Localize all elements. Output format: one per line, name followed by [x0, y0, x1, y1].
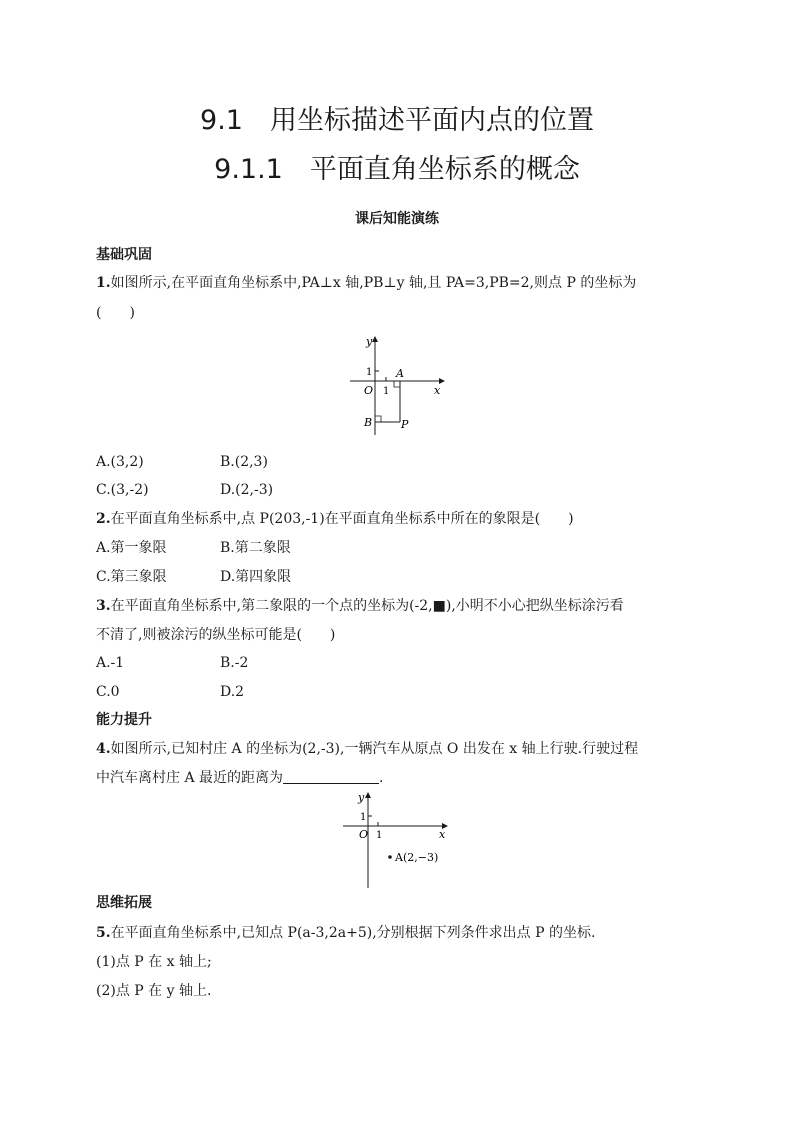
q1-right-angle-a [394, 381, 400, 387]
question-5-line-1: 在平面直角坐标系中,已知点 P(a-3,2a+5),分别根据下列条件求出点 P 的坐标. [110, 925, 596, 941]
question-5-text [96, 923, 706, 943]
q4-y-arrow [365, 792, 371, 798]
q3-option-b: B.-2 [220, 655, 249, 671]
answer-blank [283, 769, 379, 784]
q3-option-c: C.0 [96, 684, 120, 700]
section-heading-extension: 思维拓展 [96, 895, 152, 911]
q2-option-c: C.第三象限 [96, 569, 167, 585]
question-1-text [96, 273, 706, 293]
q2-option-d: D.第四象限 [220, 569, 292, 585]
question-4-line-2-end: . [379, 770, 384, 786]
q1-option-a: A.(3,2) [96, 454, 144, 470]
q4-label-y: y [358, 791, 365, 804]
question-1-bracket: ( ) [96, 305, 135, 321]
question-3-text [96, 596, 706, 616]
question-4-line-2-wrap [96, 768, 706, 788]
q2-option-a: A.第一象限 [96, 540, 167, 556]
q4-point-a [388, 855, 392, 859]
question-3-line-1: 在平面直角坐标系中,第二象限的一个点的坐标为(-2,■),小明不小心把纵坐标涂污看 [110, 598, 624, 614]
q3-option-a: A.-1 [96, 655, 125, 671]
section-title: 9.1.1 平面直角坐标系的概念 [214, 154, 580, 185]
exercise-subtitle: 课后知能演练 [355, 211, 439, 227]
q1-label-x: x [434, 384, 441, 397]
q1-label-p: P [401, 418, 409, 431]
question-4-figure [340, 788, 452, 890]
q1-label-y: y [366, 335, 373, 348]
q1-option-d: D.(2,-3) [220, 482, 274, 498]
q1-label-b: B [364, 416, 373, 429]
q1-label-one-x: 1 [383, 386, 390, 397]
section-heading-advanced: 能力提升 [96, 712, 152, 728]
question-4-text [96, 739, 706, 759]
question-4-number: 4. [96, 741, 111, 757]
q1-right-angle-b [375, 416, 381, 422]
q4-label-origin: O [359, 828, 369, 841]
q1-label-one-y: 1 [366, 367, 373, 378]
q1-label-origin: O [364, 384, 374, 397]
question-2-line-1: 在平面直角坐标系中,点 P(203,-1)在平面直角坐标系中所在的象限是( ) [110, 511, 574, 527]
question-5-number: 5. [96, 925, 111, 941]
question-2-number: 2. [96, 511, 111, 527]
q4-label-one-x: 1 [376, 830, 383, 841]
question-5-part-1: (1)点 P 在 x 轴上; [96, 954, 212, 970]
question-3-line-2: 不清了,则被涂污的纵坐标可能是( ) [96, 627, 336, 643]
question-4-line-2: 中汽车离村庄 A 最近的距离为 [96, 770, 284, 786]
question-1-number: 1. [96, 275, 111, 291]
q1-label-a: A [396, 367, 404, 380]
q1-option-c: C.(3,-2) [96, 482, 149, 498]
question-1-line-1: 如图所示,在平面直角坐标系中,PA⊥x 轴,PB⊥y 轴,且 PA=3,PB=2,则点 P 的坐标为 [110, 275, 637, 291]
q3-option-d: D.2 [220, 684, 245, 700]
question-5-part-2: (2)点 P 在 y 轴上. [96, 983, 212, 999]
question-4-line-1: 如图所示,已知村庄 A 的坐标为(2,-3),一辆汽车从原点 O 出发在 x 轴上行驶.行驶过程 [110, 741, 639, 757]
q4-label-point-a: A(2,−3) [395, 851, 439, 864]
question-3-number: 3. [96, 598, 111, 614]
q4-label-x: x [439, 828, 446, 841]
q1-option-b: B.(2,3) [220, 454, 268, 470]
page-title: 9.1 用坐标描述平面内点的位置 [200, 105, 594, 136]
q2-option-b: B.第二象限 [220, 540, 291, 556]
q1-y-arrow [372, 336, 378, 342]
question-2-text [96, 509, 706, 529]
q4-label-one-y: 1 [360, 812, 367, 823]
section-heading-basic: 基础巩固 [96, 247, 152, 263]
question-1-figure [345, 332, 455, 436]
